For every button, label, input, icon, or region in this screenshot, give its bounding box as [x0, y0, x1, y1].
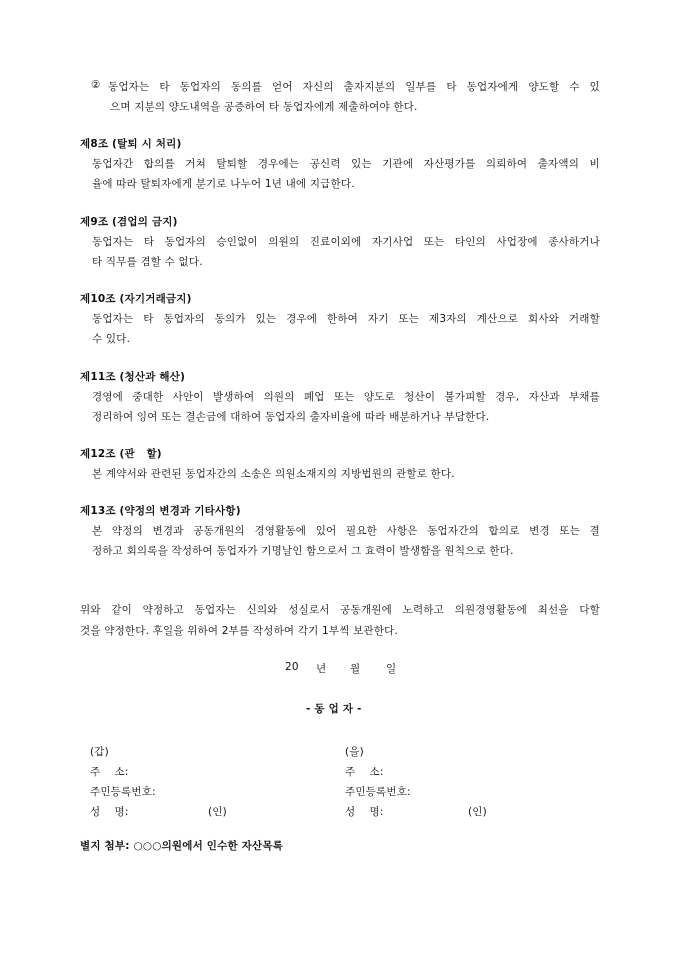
word: 동업자에게	[466, 81, 519, 93]
word: 동업자는	[194, 604, 236, 616]
closing-line-2: 것을 약정한다. 후일을 위하여 2부를 작성하여 각기 1부씩 보관한다.	[80, 625, 399, 637]
article-8-title: 제8조 (탈퇴 시 처리)	[80, 138, 182, 150]
word: 위와	[80, 604, 101, 616]
word: 동업자는	[92, 236, 134, 248]
word: 종사하거나	[548, 236, 600, 248]
word: 청산이	[404, 391, 436, 403]
word: 양도로	[363, 391, 395, 403]
word: 비	[589, 158, 600, 170]
word: 중대한	[132, 391, 164, 403]
article-9-line-1	[92, 234, 600, 249]
party-a-name: 성 명:	[90, 806, 129, 818]
word: 결	[589, 525, 600, 537]
word: 발생하여	[212, 391, 255, 403]
word: 동업자간의	[427, 525, 479, 537]
word: 같이	[111, 604, 132, 616]
word: 동업자는	[92, 313, 134, 325]
word: 탈퇴할	[216, 158, 248, 170]
date-year-unit: 년	[316, 663, 327, 675]
word: 변경	[529, 525, 550, 537]
word: 또는	[333, 391, 355, 403]
word: 사항은	[386, 525, 418, 537]
article-13-line-1	[92, 523, 600, 538]
word: 제3자의	[428, 313, 467, 325]
word: 약정하고	[142, 604, 184, 616]
word: 양도할	[528, 81, 560, 93]
word: 얻어	[272, 81, 293, 93]
clause-2-line-2: 으며 지분의 양도내역을 공증하여 타 동업자에게 제출하여야 한다.	[110, 101, 418, 113]
word: 출자액의	[537, 158, 580, 170]
word: 계산으로	[476, 313, 519, 325]
word: 동업자의	[163, 313, 205, 325]
article-13-title: 제13조 (약정의 변경과 기타사항)	[80, 505, 241, 517]
party-b-address: 주 소:	[345, 766, 384, 778]
word: 본	[92, 525, 103, 537]
article-8-line-1	[92, 156, 600, 171]
word: 동업자간	[92, 158, 134, 170]
word: 자산평가를	[423, 158, 476, 170]
word: 동업자의	[164, 236, 206, 248]
word: 타인의	[454, 236, 486, 248]
word: 타	[159, 81, 170, 93]
word: 경우에	[286, 313, 318, 325]
word: 공동개원의	[193, 525, 245, 537]
word: 승인없이	[216, 236, 258, 248]
word: 또는	[559, 525, 581, 537]
word: 경우,	[495, 391, 520, 403]
word: 최선을	[537, 604, 569, 616]
word: 거래할	[568, 313, 600, 325]
word: 자산과	[528, 391, 560, 403]
word: 일부를	[405, 81, 437, 93]
word: 기관에	[382, 158, 414, 170]
party-b-seal: (인)	[468, 806, 487, 818]
word: 동의를	[231, 81, 263, 93]
date-year: 20	[285, 661, 299, 673]
attachment-note: 별지 첨부: ○○○의원에서 인수한 자산목록	[80, 840, 284, 852]
closing-line-1	[80, 602, 600, 617]
article-10-line-2: 수 있다.	[92, 333, 131, 345]
word: 타	[143, 313, 154, 325]
word: 약정의	[111, 525, 143, 537]
word: 다할	[579, 604, 600, 616]
word: 타	[446, 81, 457, 93]
word: 공신력	[309, 158, 341, 170]
word: 거쳐	[185, 158, 206, 170]
party-b-name: 성 명:	[345, 806, 384, 818]
article-11-title: 제11조 (청산과 해산)	[80, 371, 186, 383]
word: 또는	[423, 236, 445, 248]
word: 불가피할	[444, 391, 486, 403]
word: 성실로서	[288, 604, 330, 616]
word: 있어	[315, 525, 337, 537]
word: 자신의	[302, 81, 334, 93]
word: 의뢰하여	[485, 158, 528, 170]
word: 부채를	[568, 391, 600, 403]
word: 자기사업	[371, 236, 414, 248]
word: 신의와	[246, 604, 278, 616]
word: 있	[589, 81, 600, 93]
party-b-label: (을)	[345, 746, 364, 758]
party-b-id-number: 주민등록번호:	[345, 786, 411, 798]
article-11-line-1	[92, 389, 600, 404]
article-11-line-2: 정리하여 잉여 또는 결손금에 대하여 동업자의 출자비율에 따라 배분하거나 부담한다.	[92, 411, 490, 423]
word: 동업자는	[108, 81, 150, 93]
word: 사안이	[172, 391, 204, 403]
word: 폐업	[303, 391, 325, 403]
word: 수	[569, 81, 580, 93]
word: 공동개원에	[340, 604, 392, 616]
word: 사업장에	[496, 236, 538, 248]
word: 노력하고	[402, 604, 444, 616]
word: 동의가	[214, 313, 246, 325]
article-10-title: 제10조 (자기거래금지)	[80, 293, 192, 305]
party-a-seal: (인)	[208, 806, 227, 818]
article-13-line-2: 정하고 회의록을 작성하여 동업자가 기명날인 함으로서 그 효력이 발생함을 원칙으로 한다.	[92, 545, 514, 557]
word: 회사와	[528, 313, 560, 325]
article-8-line-2: 율에 따라 탈퇴자에게 분기로 나누어 1년 내에 지급한다.	[92, 178, 355, 190]
word: 동업자의	[179, 81, 222, 93]
word: 합의를	[143, 158, 175, 170]
article-10-line-1	[92, 311, 600, 326]
word: 변경과	[152, 525, 184, 537]
party-a-id-number: 주민등록번호:	[90, 786, 156, 798]
word: 경영활동에	[254, 525, 307, 537]
word: 자기	[367, 313, 389, 325]
article-12-line-1: 본 계약서와 관련된 동업자간의 소송은 의원소재지의 지방법원의 관할로 한다.	[92, 468, 455, 480]
word: 출자지분의	[343, 81, 396, 93]
word: 의원의	[263, 391, 295, 403]
word: 경영에	[92, 391, 124, 403]
party-a-label: (갑)	[90, 746, 109, 758]
article-12-title: 제12조 (관 할)	[80, 448, 162, 460]
word: 의원의	[268, 236, 300, 248]
article-9-line-2: 타 직무를 겸할 수 없다.	[92, 256, 203, 268]
clause-2-line-1	[108, 79, 600, 94]
word: 합의로	[488, 525, 520, 537]
word: 있는	[351, 158, 372, 170]
date-month-unit: 월	[350, 663, 361, 675]
word: 타	[143, 236, 155, 248]
word: 또는	[398, 313, 420, 325]
date-day-unit: 일	[386, 663, 397, 675]
word: 한하여	[327, 313, 359, 325]
clause-marker: ②	[91, 79, 101, 91]
word: 의원경영활동에	[454, 604, 528, 616]
word: 진료이외에	[309, 236, 362, 248]
partners-heading: - 동 업 자 -	[306, 703, 362, 715]
article-9-title: 제9조 (겸업의 금지)	[80, 216, 178, 228]
word: 필요한	[346, 525, 378, 537]
word: 있는	[255, 313, 277, 325]
party-a-address: 주 소:	[90, 766, 129, 778]
word: 경우에는	[257, 158, 300, 170]
